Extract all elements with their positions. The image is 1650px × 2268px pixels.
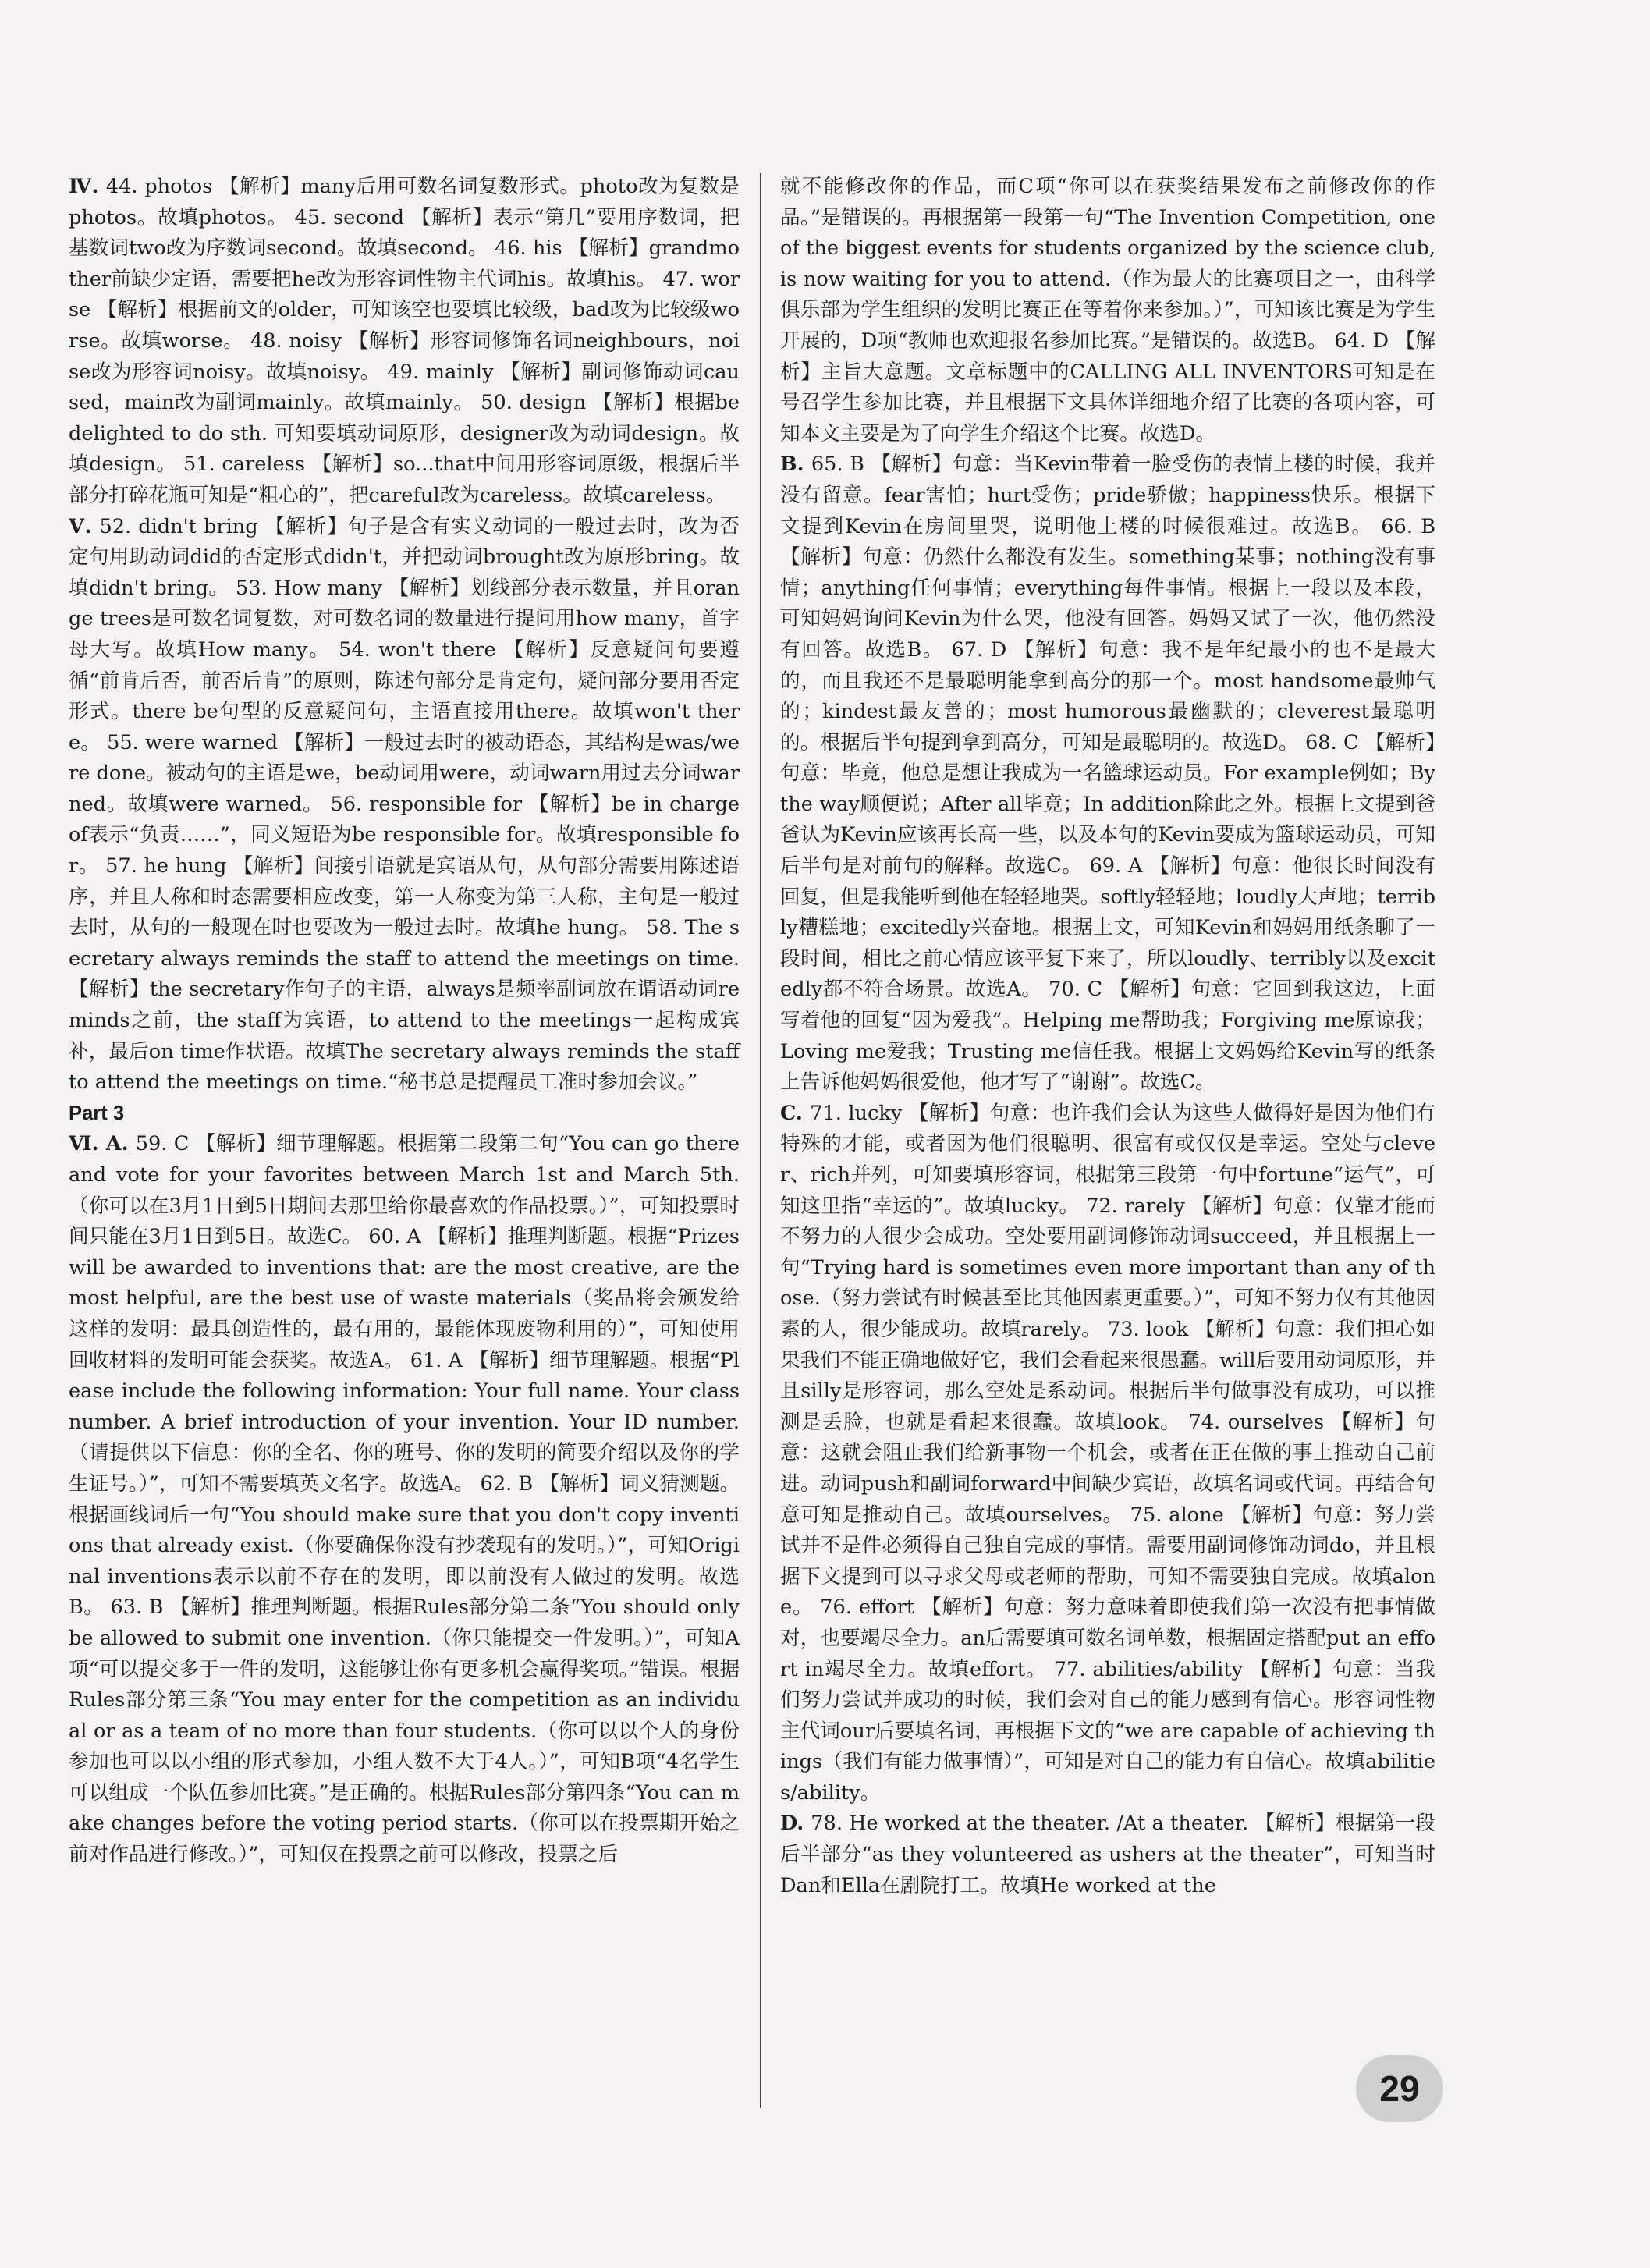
section-label: Ⅵ. A.: [69, 1132, 136, 1156]
right-column: [780, 172, 1435, 1901]
section-iv: [69, 172, 740, 512]
section-label: D.: [780, 1812, 811, 1836]
section-text: 52. didn't bring 【解析】句子是含有实义动词的一般过去时，改为否定句用助动词did的否定形式didn't，并把动词brought改为原形bring。故填didn't bring。 53. How many 【解析】划线部分表示数量，并且orange trees是可数名词复数，对可数名词的数量进行提问用how many，首字母大写。故填How many。 54. won't there 【解析】反意疑问句要遵循“前肯后否，前否后肯”的原则，陈述句部分是肯定句，疑问部分要用否定形式。there be句型的反意疑问句，主语直接用there。故填won't there。 55. were warned 【解析】一般过去时的被动语态，其结构是was/were done。被动句的主语是we，be动词用were，动词warn用过去分词warned。故填were warned。 56. responsible for 【解析】be in charge of表示“负责……”，同义短语为be responsible for。故填responsible for。 57. he hung 【解析】间接引语就是宾语从句，从句部分需要用陈述语序，并且人称和时态需要相应改变，第一人称变为第三人称，主句是一般过去时，从句的一般现在时也要改为一般过去时。故填he hung。 58. The secretary always reminds the staff to attend the meetings on time. 【解析】the secretary作句子的主语，always是频率副词放在谓语动词reminds之前，the staff为宾语，to attend to the meetings一起构成宾补，最后on time作状语。故填The secretary always reminds the staff to attend the meetings on time.“秘书总是提醒员工准时参加会议。”: [69, 514, 740, 1095]
section-text: 78. He worked at the theater. /At a theater. 【解析】根据第一段后半部分“as they volunteered as ushers at the theater”，可知当时Dan和Ella在剧院打工。故填He worked at the: [780, 1812, 1435, 1897]
section-label: C.: [780, 1101, 811, 1125]
column-divider: [760, 173, 761, 2108]
section-d: [780, 1808, 1435, 1901]
section-b: [780, 449, 1435, 1098]
section-label: B.: [780, 453, 811, 477]
section-text: 44. photos 【解析】many后用可数名词复数形式。photo改为复数是photos。故填photos。 45. second 【解析】表示“第几”要用序数词，把基数词two改为序数词second。故填second。 46. his 【解析】grandmother前缺少定语，需要把he改为形容词性物主代词his。故填his。 47. worse 【解析】根据前文的older，可知该空也要填比较级，bad改为比较级worse。故填worse。 48. noisy 【解析】形容词修饰名词neighbours，noise改为形容词noisy。故填noisy。 49. mainly 【解析】副词修饰动词caused，main改为副词mainly。故填mainly。 50. design 【解析】根据be delighted to do sth. 可知要填动词原形，designer改为动词design。故填design。 51. careless 【解析】so...that中间用形容词原级，根据后半部分打碎花瓶可知是“粗心的”，把careful改为careless。故填careless。: [69, 175, 740, 507]
section-a-continued: [780, 172, 1435, 449]
section-text: 65. B 【解析】句意：当Kevin带着一脸受伤的表情上楼的时候，我并没有留意。fear害怕；hurt受伤；pride骄傲；happiness快乐。根据下文提到Kevin在房间里哭，说明他上楼的时候很难过。故选B。 66. B 【解析】句意：仍然什么都没有发生。something某事；nothing没有事情；anything任何事情；everything每件事情。根据上一段以及本段，可知妈妈询问Kevin为什么哭，他没有回答。妈妈又试了一次，他仍然没有回答。故选B。 67. D 【解析】句意：我不是年纪最小的也不是最大的，而且我还不是最聪明能拿到高分的那一个。most handsome最帅气的；kindest最友善的；most humorous最幽默的；cleverest最聪明的。根据后半句提到拿到高分，可知是最聪明的。故选D。 68. C 【解析】句意：毕竟，他总是想让我成为一名篮球运动员。For example例如；By the way顺便说；After all毕竟；In addition除此之外。根据上文提到爸爸认为Kevin应该再长高一些，以及本句的Kevin要成为篮球运动员，可知后半句是对前句的解释。故选C。 69. A 【解析】句意：他很长时间没有回复，但是我能听到他在轻轻地哭。softly轻轻地；loudly大声地；terribly糟糕地；excitedly兴奋地。根据上文，可知Kevin和妈妈用纸条聊了一段时间，相比之前心情应该平复下来了，所以loudly、terribly以及excitedly都不符合场景。故选A。 70. C 【解析】句意：它回到我这边，上面写着他的回复“因为爱我”。Helping me帮助我；Forgiving me原谅我；Loving me爱我；Trusting me信任我。根据上文妈妈给Kevin写的纸条上告诉他妈妈很爱他，他才写了“谢谢”。故选C。: [780, 453, 1435, 1095]
page-number-badge: 29: [1356, 2055, 1443, 2122]
section-vi-a: [69, 1129, 740, 1870]
section-label: Ⅳ.: [69, 175, 106, 198]
section-v: [69, 512, 740, 1099]
section-text: 59. C 【解析】细节理解题。根据第二段第二句“You can go there and vote for your favorites between March 1st and March 5th.（你可以在3月1日到5日期间去那里给你最喜欢的作品投票。）”，可知投票时间只能在3月1日到5日。故选C。 60. A 【解析】推理判断题。根据“Prizes will be awarded to inventions that: are the most creative, are the most helpful, are the best use of waste materials（奖品将会颁发给这样的发明：最具创造性的，最有用的，最能体现废物利用的）”，可知使用回收材料的发明可能会获奖。故选A。 61. A 【解析】细节理解题。根据“Please include the following information: Your full name. Your class number. A brief introduction of your invention. Your ID number.（请提供以下信息：你的全名、你的班号、你的发明的简要介绍以及你的学生证号。）”，可知不需要填英文名字。故选A。 62. B 【解析】词义猜测题。根据画线词后一句“You should make sure that you don't copy inventions that already exist.（你要确保你没有抄袭现有的发明。）”，可知Original inventions表示以前不存在的发明，即以前没有人做过的发明。故选B。 63. B 【解析】推理判断题。根据Rules部分第二条“You should only be allowed to submit one invention.（你只能提交一件发明。）”，可知A项“可以提交多于一件的发明，这能够让你有更多机会赢得奖项。”错误。根据Rules部分第三条“You may enter for the competition as an individual or as a team of no more than four students.（你可以以个人的身份参加也可以以小组的形式参加，小组人数不大于4人。）”，可知B项“4名学生可以组成一个队伍参加比赛。”是正确的。根据Rules部分第四条“You can make changes before the voting period starts.（你可以在投票期开始之前对作品进行修改。）”，可知仅在投票之前可以修改，投票之后: [69, 1132, 740, 1867]
section-label: Ⅴ.: [69, 514, 100, 538]
section-c: [780, 1099, 1435, 1809]
part-3-heading: Part 3: [69, 1102, 125, 1124]
section-text: 71. lucky 【解析】句意：也许我们会认为这些人做得好是因为他们有特殊的才能，或者因为他们很聪明、很富有或仅仅是幸运。空处与clever、rich并列，可知要填形容词，根据第三段第一句中fortune“运气”，可知这里指“幸运的”。故填lucky。 72. rarely 【解析】句意：仅靠才能而不努力的人很少会成功。空处要用副词修饰动词succeed，并且根据上一句“Trying hard is sometimes even more important than any of those.（努力尝试有时候甚至比其他因素更重要。）”，可知不努力仅有其他因素的人，很少能成功。故填rarely。 73. look 【解析】句意：我们担心如果我们不能正确地做好它，我们会看起来很愚蠢。will后要用动词原形，并且silly是形容词，那么空处是系动词。根据后半句做事没有成功，可以推测是丢脸，也就是看起来很蠢。故填look。 74. ourselves 【解析】句意：这就会阻止我们给新事物一个机会，或者在正在做的事上推动自己前进。动词push和副词forward中间缺少宾语，故填名词或代词。再结合句意可知是推动自己。故填ourselves。 75. alone 【解析】句意：努力尝试并不是件必须得自己独自完成的事情。需要用副词修饰动词do，并且根据下文提到可以寻求父母或老师的帮助，可知不需要独自完成。故填alone。 76. effort 【解析】句意：努力意味着即使我们第一次没有把事情做对，也要竭尽全力。an后需要填可数名词单数，根据固定搭配put an effort in竭尽全力。故填effort。 77. abilities/ability 【解析】句意：当我们努力尝试并成功的时候，我们会对自己的能力感到有信心。形容词性物主代词our后要填名词，再根据下文的“we are capable of achieving things（我们有能力做事情）”，可知是对自己的能力有自信心。故填abilities/ability。: [780, 1101, 1435, 1805]
left-column: [69, 172, 740, 1871]
section-text: 就不能修改你的作品，而C项“你可以在获奖结果发布之前修改你的作品。”是错误的。再根据第一段第一句“The Invention Competition, one of the biggest events for students organized by the science club, is now waiting for you to attend.（作为最大的比赛项目之一，由科学俱乐部为学生组织的发明比赛正在等着你来参加。）”，可知该比赛是为学生开展的，D项“教师也欢迎报名参加比赛。”是错误的。故选B。 64. D 【解析】主旨大意题。文章标题中的CALLING ALL INVENTORS可知是在号召学生参加比赛，并且根据下文具体详细地介绍了比赛的各项内容，可知本文主要是为了向学生介绍这个比赛。故选D。: [780, 175, 1435, 445]
